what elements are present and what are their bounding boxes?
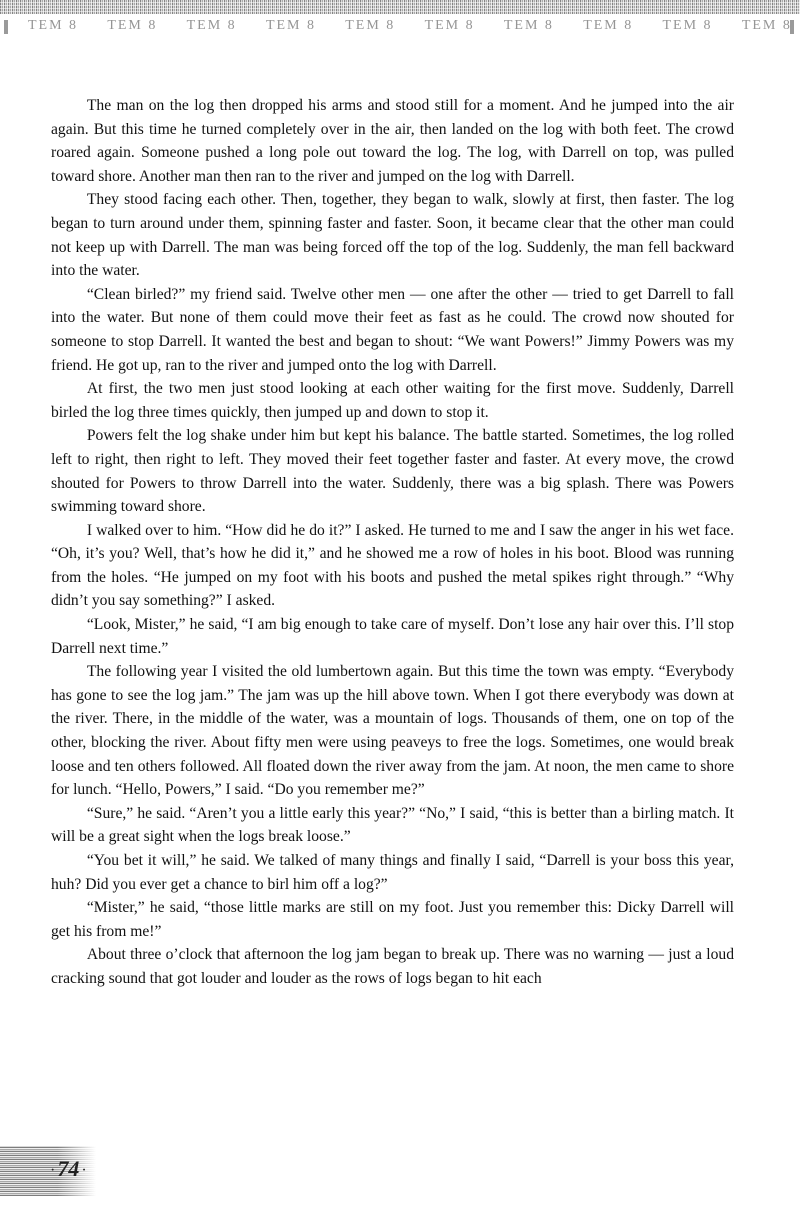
paragraph: The man on the log then dropped his arms and stood still for a moment. And he jumped into the air again. But this time he turned completely over in the air, then landed on the log with both feet. The crowd roared again. Someone pushed a long pole out toward the log. The log, with Darrell on top, was pulled toward shore. Another man then ran to the river and jumped on the log with Darrell. (51, 97, 734, 185)
page-number-separator-right: · (81, 1161, 87, 1179)
paragraph: “Sure,” he said. “Aren’t you a little early this year?” “No,” I said, “this is better than a birling match. It will be a great sight when the logs break loose.” (51, 804, 734, 846)
header-label: TEM 8 (662, 18, 713, 33)
paragraph: I walked over to him. “How did he do it?” I asked. He turned to me and I saw the anger in his wet face. “Oh, it’s you? Well, that’s how he did it,” and he showed me a row of holes in his boot. Blood was running from the holes. “He jumped on my foot with his boots and pushed the metal spikes right through.” “Why didn’t you say something?” I asked. (51, 521, 734, 610)
page-number-separator-left: · (50, 1161, 56, 1179)
page-number-value: 74 (57, 1156, 80, 1181)
paragraph: “Look, Mister,” he said, “I am big enough to take care of myself. Don’t lose any hair over this. I’ll stop Darrell next time.” (51, 616, 734, 657)
top-decorative-strip (0, 0, 800, 14)
header-label: TEM 8 (741, 18, 792, 33)
paragraph: “Clean birled?” my friend said. Twelve other men — one after the other — tried to get Darrell to fall into the water. But none of them could move their feet as fast as he could. The crowd now shouted for someone to stop Darrell. It wanted the best and began to shout: “We want Powers!” Jimmy Powers was my friend. He got up, ran to the river and jumped onto the log with Darrell. (51, 285, 734, 374)
header-label: TEM 8 (503, 18, 554, 33)
paragraph: At first, the two men just stood looking at each other waiting for the first move. Suddenly, Darrell birled the log three times quickly, then jumped up and down to stop it. (51, 380, 734, 421)
paragraph: The following year I visited the old lumbertown again. But this time the town was empty. “Everybody has gone to see the log jam.” The jam was up the hill above town. When I got there everybody was down at the river. There, in the middle of the water, was a mountain of logs. Thousands of them, one on top of the other, blocking the river. About fifty men were using peaveys to free the logs. Sometimes, one would break loose and ten others followed. All floated down the river away from the jam. At noon, the men came to shore for lunch. “Hello, Powers,” I said. “Do you remember me?” (51, 663, 734, 799)
paragraph: “Mister,” he said, “those little marks are still on my foot. Just you remember this: Dicky Darrell will get his from me!” (51, 899, 734, 940)
page-number (48, 1156, 89, 1182)
paragraph: Powers felt the log shake under him but kept his balance. The battle started. Sometimes, the log rolled left to right, then right to left. They moved their feet together faster and faster. At every move, the crowd shouted for Powers to throw Darrell into the water. Suddenly, there was a big splash. There was Powers swimming toward shore. (51, 427, 734, 516)
header-label: TEM 8 (28, 18, 79, 33)
header-label: TEM 8 (583, 18, 634, 33)
header-label: TEM 8 (107, 18, 158, 33)
paragraph: They stood facing each other. Then, together, they began to walk, slowly at first, then faster. The log began to turn around under them, spinning faster and faster. Soon, it became clear that the other man could not keep up with Darrell. The man was being forced off the top of the log. Suddenly, the man fell backward into the water. (51, 191, 734, 280)
paragraph: “You bet it will,” he said. We talked of many things and finally I said, “Darrell is your boss this year, huh? Did you ever get a chance to birl him off a log?” (51, 852, 734, 893)
header-label: TEM 8 (186, 18, 237, 33)
header-label: TEM 8 (424, 18, 475, 33)
body-text (51, 94, 734, 991)
header-label: TEM 8 (345, 18, 396, 33)
running-header (0, 18, 800, 40)
paragraph: About three o’clock that afternoon the log jam began to break up. There was no warning — just a loud cracking sound that got louder and louder as the rows of logs began to hit each (51, 946, 734, 987)
header-label: TEM 8 (265, 18, 316, 33)
